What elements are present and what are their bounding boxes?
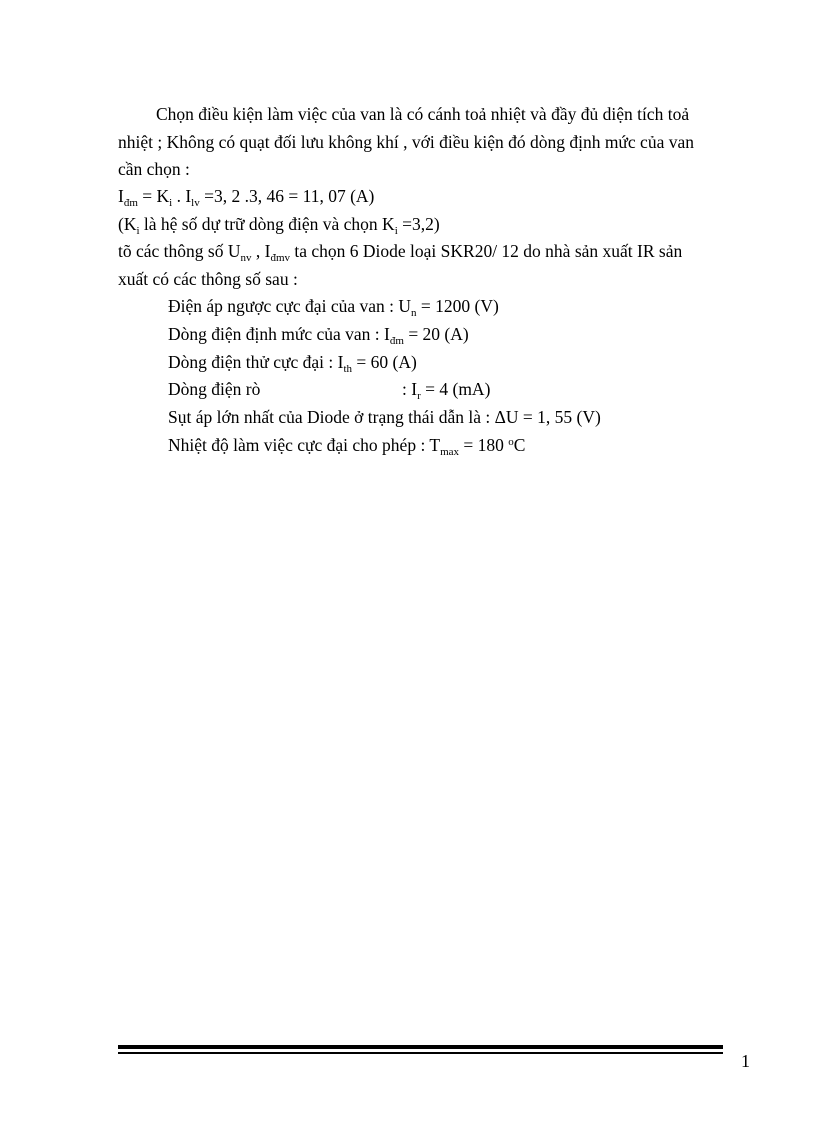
current-formula: $I_{đm} = K_i$ . $I_{lv} =3$, 2 .3, 46 = 11, 07 (A): [118, 186, 375, 209]
paragraph-line-3: cần chọn :: [118, 159, 190, 179]
param-max-temperature: Nhiệt độ làm việc cực đại cho phép : $T_{max} = 180$ $^o$C: [168, 435, 526, 458]
page-number: 1: [741, 1051, 750, 1071]
param-voltage-drop: Sụt áp lớn nhất của Diode ở trạng thái dẫn là : ΔU = 1, 55 (V): [168, 407, 601, 427]
paragraph-line-1: Chọn điều kiện làm việc của van là có cánh toả nhiệt và đầy đủ diện tích toả: [156, 104, 690, 124]
reserve-coefficient-note: ($K_i$ là hệ số dự trữ dòng điện và chọn $K_i =3,2$): [118, 214, 440, 237]
diode-selection-line-2: xuất có các thông số sau :: [118, 269, 298, 289]
footer-rule-thin: [118, 1052, 723, 1054]
param-test-current: Dòng điện thử cực đại : $I_{th} = 60$ (A): [168, 352, 417, 375]
footer-double-rule: [118, 1045, 723, 1056]
diode-selection-line-1: tõ các thông số $U_{nv}$ , $I_{đmv}$ ta chọn 6 Diode loại SKR20/ 12 do nhà sản xuất IR sản: [118, 241, 683, 264]
footer-rule-thick: [118, 1045, 723, 1049]
param-leakage-current-value: : $I_r = 4$ (mA): [402, 379, 491, 402]
param-rated-current: Dòng điện định mức của van : $I_{đm} = 20$ (A): [168, 324, 469, 347]
param-leakage-current: Dòng điện rò: [168, 379, 261, 399]
param-reverse-voltage: Điện áp ngược cực đại của van : $U_n = 1200$ (V): [168, 296, 499, 319]
paragraph-line-2: nhiệt ; Không có quạt đối lưu không khí , với điều kiện đó dòng định mức của van: [118, 132, 694, 152]
